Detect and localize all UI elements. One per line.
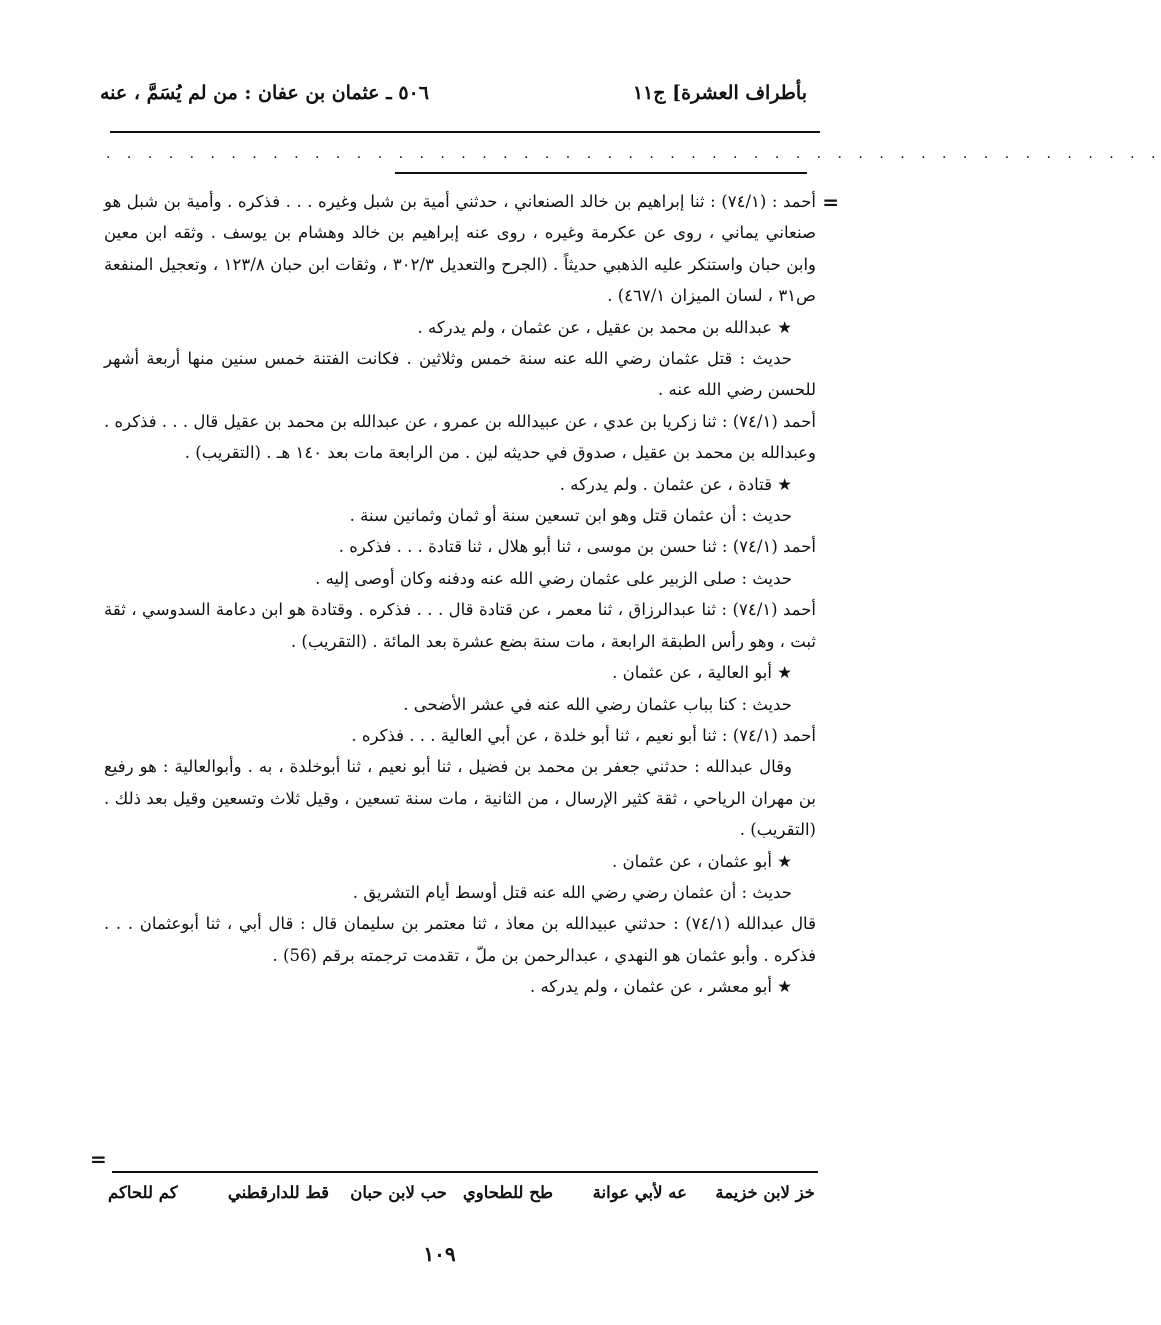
continuation-mark-top: = bbox=[822, 190, 839, 214]
abbr-abu-awana: عه لأبي عوانة bbox=[592, 1183, 687, 1202]
heading-abu-mashar: ★ أبو معشر ، عن عثمان ، ولم يدركه . bbox=[529, 977, 792, 997]
paragraph-9: أحمد (٧٤/١) : ثنا عبدالرزاق ، ثنا معمر ، عن قتادة قال . . . فذكره . وقتادة هو ابن دعامة السدوسي ، ثقة ثبت ، وهو رأس الطبقة الرابعة ، مات سنة بضع عشرة بعد المائة . (التقريب) . bbox=[104, 600, 816, 651]
page-number: ١٠٩ bbox=[423, 1242, 456, 1266]
continuation-mark-bottom: = bbox=[90, 1147, 107, 1171]
hadith-2: حديث : قتل عثمان رضي الله عنه سنة خمس وثلاثين . فكانت الفتنة خمس سنين منها أربعة أشهر للحسن رضي الله عنه . bbox=[104, 349, 816, 400]
header-section-title: ٥٠٦ ـ عثمان بن عفان : من لم يُسَمَّ ، عنه bbox=[100, 82, 429, 104]
heading-qatada: ★ قتادة ، عن عثمان . ولم يدركه . bbox=[559, 474, 792, 494]
abbr-tahawi: طح للطحاوي bbox=[462, 1183, 553, 1202]
heading-abdullah-ibn-aqil: ★ عبدالله بن محمد بن عقيل ، عن عثمان ، ولم يدركه . bbox=[417, 317, 792, 337]
paragraph-16: قال عبدالله (٧٤/١) : حدثني عبيدالله بن معاذ ، ثنا معتمر بن سليمان قال : قال أبي ، ثنا أبوعثمان . . . فذكره . وأبو عثمان هو النهدي ، عبدالرحمن بن ملّ ، تقدمت ترجمته برقم (56) . bbox=[104, 914, 816, 965]
heading-abu-aliya: ★ أبو العالية ، عن عثمان . bbox=[612, 663, 792, 683]
paragraph-1: أحمد : (٧٤/١) : ثنا إبراهيم بن خالد الصنعاني ، حدثني أمية بن شبل وغيره . . . فذكره . وأمية بن شبل هو صنعاني يماني ، روى عن عكرمة وغيره ، روى عنه إبراهيم بن خالد وهشام بن يوسف . وثقه ابن معين وابن حبان واستنكر عليه الذهبي حديثاً . (الجرح والتعديل ٣٠٢/٣ ، وثقات ابن حبان ١٢٣/٨ ، وتعجيل المنفعة ص٣١ ، لسان الميزان ٤٦٧/١) . bbox=[104, 192, 816, 306]
abbreviation-key bbox=[108, 1183, 815, 1219]
dotted-separator: . . . . . . . . . . . . . . . . . . . . . . . . . . . . . . . . . . . . . . . . . . . . . . . . . . . bbox=[106, 146, 1161, 162]
hadith-6: حديث : أن عثمان قتل وهو ابن تسعين سنة أو ثمان وثمانين سنة . bbox=[349, 506, 792, 526]
abbr-ibn-khuzayma: خز لابن خزيمة bbox=[715, 1183, 815, 1202]
hadith-11: حديث : كنا بباب عثمان رضي الله عنه في عشر الأضحى . bbox=[403, 694, 792, 714]
paragraph-4: أحمد (٧٤/١) : ثنا زكريا بن عدي ، عن عبيدالله بن عمرو ، عن عبدالله بن محمد بن عقيل قال . . . فذكره . وعبدالله بن محمد بن عقيل ، صدوق في حديثه لين . من الرابعة مات بعد ١٤٠ هـ . (التقريب) . bbox=[104, 411, 817, 463]
abbr-ibn-hibban: حب لابن حبان bbox=[350, 1183, 447, 1202]
dots-underline bbox=[395, 172, 807, 174]
paragraph-12: أحمد (٧٤/١) : ثنا أبو نعيم ، ثنا أبو خلدة ، عن أبي العالية . . . فذكره . bbox=[351, 725, 816, 745]
paragraph-7: أحمد (٧٤/١) : ثنا حسن بن موسى ، ثنا أبو هلال ، ثنا قتادة . . . فذكره . bbox=[338, 537, 816, 557]
hadith-15: حديث : أن عثمان رضي رضي الله عنه قتل أوسط أيام التشريق . bbox=[352, 882, 792, 902]
heading-abu-uthman: ★ أبو عثمان ، عن عثمان . bbox=[612, 851, 792, 871]
header-book-title: بأطراف العشرة] ج١١ bbox=[632, 82, 807, 104]
abbr-hakim: كم للحاكم bbox=[108, 1183, 178, 1202]
paragraph-13: وقال عبدالله : حدثني جعفر بن محمد بن فضيل ، ثنا أبو نعيم ، ثنا أبوخلدة ، به . وأبوالعالية : هو رفيع بن مهران الرياحي ، ثقة كثير الإرسال ، من الثانية ، مات سنة تسعين ، وقيل ثلاث وتسعين وقيل بعد ذلك . (التقريب) . bbox=[104, 757, 816, 840]
footer-rule bbox=[112, 1171, 818, 1173]
header-rule bbox=[110, 131, 820, 133]
main-text bbox=[104, 186, 816, 1146]
abbr-daraqutni: قط للدارقطني bbox=[227, 1183, 329, 1202]
hadith-8: حديث : صلى الزبير على عثمان رضي الله عنه ودفنه وكان أوصى إليه . bbox=[315, 568, 792, 588]
running-header bbox=[100, 82, 807, 118]
